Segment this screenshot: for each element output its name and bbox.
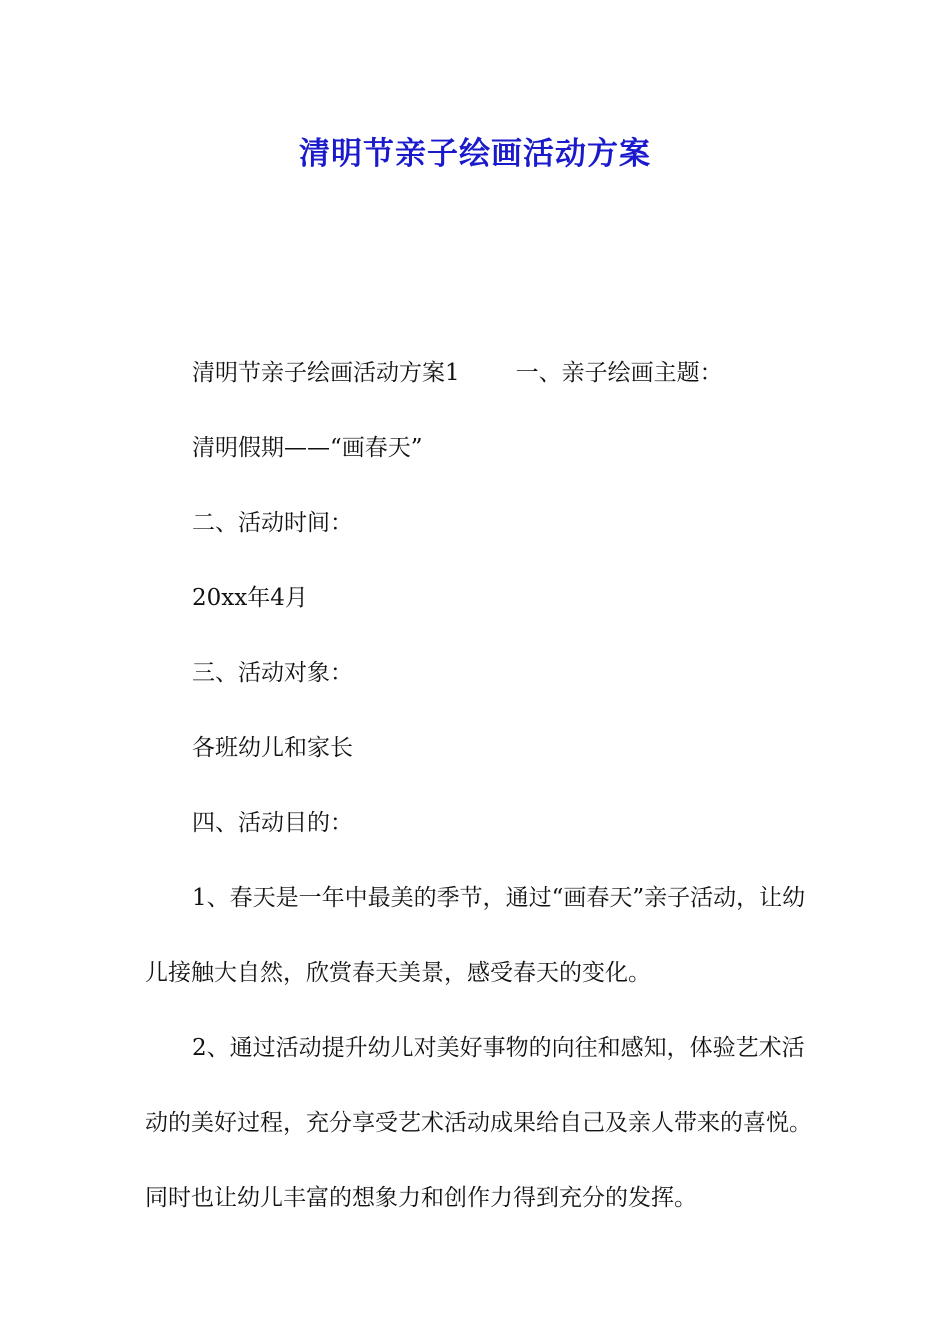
paragraph-5: 三、活动对象： — [192, 660, 353, 686]
document-title: 清明节亲子绘画活动方案 — [299, 136, 651, 172]
paragraph-3: 二、活动时间： — [192, 510, 353, 536]
paragraph-6: 各班幼儿和家长 — [192, 735, 353, 761]
paragraph-2: 清明假期——“画春天” — [192, 435, 423, 461]
paragraph-1-part-1: 清明节亲子绘画活动方案1 — [192, 360, 460, 386]
paragraph-1 — [145, 336, 815, 411]
paragraph-9: 2、通过活动提升幼儿对美好事物的向往和感知，体验艺术活动的美好过程，充分享受艺术活动成果给自己及亲人带来的喜悦。同时也让幼儿丰富的想象力和创作力得到充分的发挥。 — [145, 1035, 812, 1211]
paragraph-1-part-2: 一、亲子绘画主题： — [515, 360, 723, 386]
paragraph-4: 20xx年4月 — [192, 585, 308, 611]
document-body — [145, 336, 815, 1236]
paragraph-8: 1、春天是一年中最美的季节，通过“画春天”亲子活动，让幼儿接触大自然，欣赏春天美景，感受春天的变化。 — [145, 885, 806, 986]
paragraph-7: 四、活动目的： — [192, 810, 353, 836]
